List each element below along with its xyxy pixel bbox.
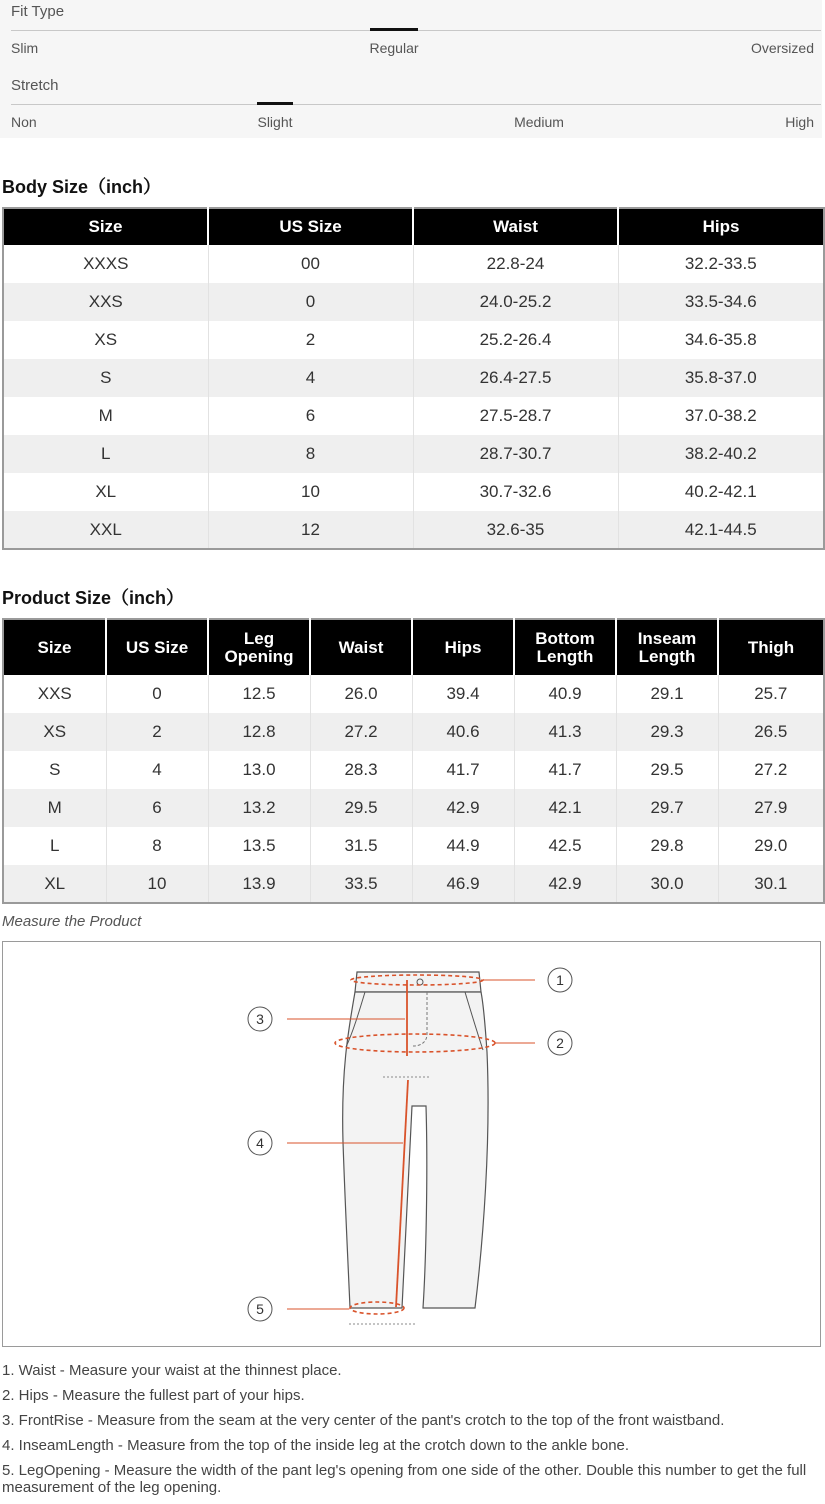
marker-1-label: 1 [556,972,564,988]
table-cell: 27.2 [310,713,412,751]
fit-type-option: Regular [369,40,419,56]
table-cell: 29.8 [616,827,718,865]
table-cell: 2 [208,321,413,359]
stretch-indicator [257,102,293,105]
table-header-row [3,619,824,675]
table-cell: 26.5 [718,713,824,751]
body-size-unit: （inch） [88,177,162,197]
table-cell: 29.3 [616,713,718,751]
fit-type-option: Slim [11,40,39,56]
table-cell: 34.6-35.8 [618,321,824,359]
table-cell: 42.9 [514,865,616,903]
stretch-option: Non [11,114,37,130]
table-row [3,511,824,549]
table-cell: XXL [3,511,208,549]
table-cell: 26.4-27.5 [413,359,618,397]
table-cell: 42.1-44.5 [618,511,824,549]
table-cell: 29.1 [616,675,718,713]
table-cell: 38.2-40.2 [618,435,824,473]
measurement-notes [2,1362,817,1504]
table-cell: 32.6-35 [413,511,618,549]
table-cell: XXS [3,675,106,713]
product-size-table [2,618,825,904]
table-row [3,865,824,903]
table-row [3,789,824,827]
table-cell: 12.8 [208,713,310,751]
table-cell: 39.4 [412,675,514,713]
table-cell: 41.7 [412,751,514,789]
table-cell: L [3,827,106,865]
table-cell: 13.0 [208,751,310,789]
table-cell: 30.0 [616,865,718,903]
table-cell: S [3,359,208,397]
measure-diagram [2,941,821,1347]
note-hips: 2. Hips - Measure the fullest part of your hips. [2,1387,305,1404]
column-header: Bottom Length [514,619,616,675]
table-cell: 33.5-34.6 [618,283,824,321]
note-leg-opening: 5. LegOpening - Measure the width of the pant leg's opening from one side of the other. Double this number to get the full measurement of the leg opening. [2,1462,807,1496]
table-cell: 4 [106,751,208,789]
pants-illustration [3,942,820,1346]
table-row [3,283,824,321]
table-cell: 30.1 [718,865,824,903]
table-cell: 6 [208,397,413,435]
table-cell: 44.9 [412,827,514,865]
table-header-row [3,208,824,245]
stretch-option: Medium [514,114,564,130]
marker-4-label: 4 [256,1135,264,1151]
table-cell: 46.9 [412,865,514,903]
table-cell: 13.5 [208,827,310,865]
table-cell: 29.5 [310,789,412,827]
table-row [3,751,824,789]
table-row [3,321,824,359]
marker-4 [248,1131,272,1155]
note-inseam: 4. InseamLength - Measure from the top of the inside leg at the crotch down to the ankle bone. [2,1437,630,1454]
table-cell: 8 [208,435,413,473]
table-row [3,827,824,865]
table-cell: 29.0 [718,827,824,865]
table-cell: 27.5-28.7 [413,397,618,435]
table-cell: XS [3,713,106,751]
column-header: Waist [413,208,618,245]
table-cell: 28.3 [310,751,412,789]
column-header: US Size [208,208,413,245]
table-cell: 6 [106,789,208,827]
table-cell: XXXS [3,245,208,283]
stretch-scale [11,104,821,105]
table-cell: 22.8-24 [413,245,618,283]
stretch-option: High [785,114,814,130]
table-cell: XXS [3,283,208,321]
table-row [3,397,824,435]
marker-5 [248,1297,272,1321]
marker-2 [548,1031,572,1055]
fit-type-title: Fit Type [11,3,65,20]
table-cell: 26.0 [310,675,412,713]
table-cell: 27.9 [718,789,824,827]
table-cell: 0 [106,675,208,713]
table-cell: 37.0-38.2 [618,397,824,435]
table-cell: 41.3 [514,713,616,751]
table-cell: 0 [208,283,413,321]
table-cell: 2 [106,713,208,751]
table-cell: M [3,789,106,827]
table-cell: 42.5 [514,827,616,865]
body-size-title-text: Body Size [2,177,89,197]
table-cell: 35.8-37.0 [618,359,824,397]
table-row [3,713,824,751]
marker-3-label: 3 [256,1011,264,1027]
column-header: US Size [106,619,208,675]
table-cell: 40.2-42.1 [618,473,824,511]
table-cell: XL [3,865,106,903]
column-header: Leg Opening [208,619,310,675]
stretch-option: Slight [257,114,293,130]
table-row [3,473,824,511]
table-row [3,359,824,397]
table-row [3,435,824,473]
table-row [3,675,824,713]
waistband-outline [355,972,481,992]
note-front-rise: 3. FrontRise - Measure from the seam at the very center of the pant's crotch to the top of the front waistband. [2,1412,725,1429]
table-cell: 31.5 [310,827,412,865]
column-header: Hips [618,208,824,245]
table-cell: 12.5 [208,675,310,713]
table-cell: 27.2 [718,751,824,789]
table-cell: 8 [106,827,208,865]
column-header: Size [3,619,106,675]
table-cell: 4 [208,359,413,397]
marker-1 [548,968,572,992]
table-cell: 40.6 [412,713,514,751]
table-cell: 41.7 [514,751,616,789]
table-cell: XL [3,473,208,511]
column-header: Hips [412,619,514,675]
diagram-caption: Measure the Product [2,913,142,930]
fit-attributes-panel [0,0,822,138]
product-size-title-text: Product Size [2,588,112,608]
table-cell: 33.5 [310,865,412,903]
table-cell: 10 [208,473,413,511]
marker-5-label: 5 [256,1301,264,1317]
product-size-title [2,584,184,610]
table-cell: 24.0-25.2 [413,283,618,321]
fit-type-indicator [370,28,418,31]
column-header: Size [3,208,208,245]
table-cell: 25.2-26.4 [413,321,618,359]
fit-type-option: Oversized [750,40,814,56]
marker-2-label: 2 [556,1035,564,1051]
table-cell: 00 [208,245,413,283]
pants-outline [343,992,488,1308]
table-row [3,245,824,283]
body-size-title [2,173,161,199]
table-cell: 30.7-32.6 [413,473,618,511]
table-cell: XS [3,321,208,359]
table-cell: L [3,435,208,473]
table-cell: 29.5 [616,751,718,789]
table-cell: 42.1 [514,789,616,827]
table-cell: 40.9 [514,675,616,713]
table-cell: 28.7-30.7 [413,435,618,473]
product-size-unit: （inch） [111,588,185,608]
table-cell: 42.9 [412,789,514,827]
column-header: Waist [310,619,412,675]
table-cell: 10 [106,865,208,903]
body-size-table [2,207,825,550]
table-cell: S [3,751,106,789]
table-cell: 12 [208,511,413,549]
table-cell: 29.7 [616,789,718,827]
stretch-title: Stretch [11,77,59,94]
table-cell: 13.2 [208,789,310,827]
column-header: Thigh [718,619,824,675]
table-cell: 25.7 [718,675,824,713]
column-header: Inseam Length [616,619,718,675]
table-cell: 32.2-33.5 [618,245,824,283]
table-cell: M [3,397,208,435]
table-cell: 13.9 [208,865,310,903]
note-waist: 1. Waist - Measure your waist at the thinnest place. [2,1362,342,1379]
marker-3 [248,1007,272,1031]
